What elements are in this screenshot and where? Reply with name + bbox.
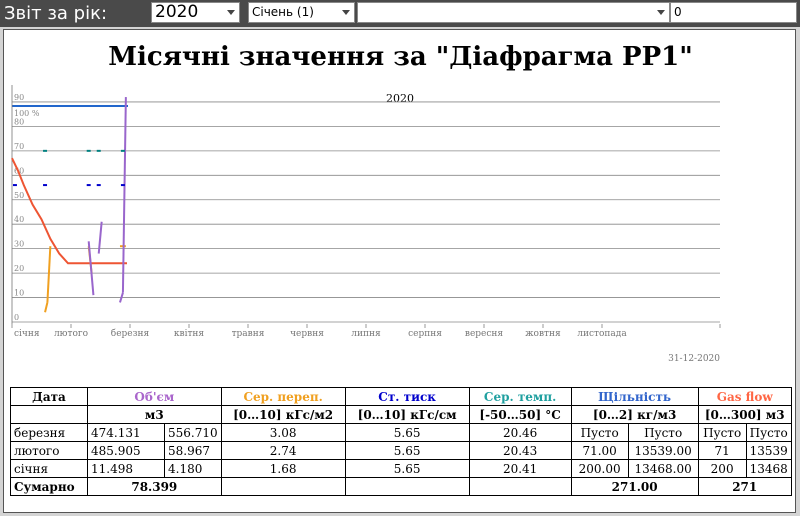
y-tick-label: 80 — [14, 117, 25, 127]
unit-date — [11, 406, 88, 424]
series-segment — [47, 246, 50, 302]
x-tick-label: квітня — [173, 329, 205, 339]
unit-static-pressure: [0…10] кГс/см — [345, 406, 469, 424]
chart-x-end-label: 31-12-2020 — [668, 354, 720, 364]
cell-density-b: 13468.00 — [628, 460, 698, 478]
x-tick-label: березня — [110, 329, 150, 339]
chevron-down-icon — [227, 10, 235, 15]
year-label: Звіт за рік: — [4, 3, 108, 24]
item-select[interactable] — [357, 2, 670, 23]
cell-temperature: 20.41 — [469, 460, 571, 478]
cell-volume-b: 556.710 — [165, 424, 222, 442]
cell-date: лютого — [11, 442, 88, 460]
cell-date: березня — [11, 424, 88, 442]
cell-density-b: 13539.00 — [628, 442, 698, 460]
x-tick-label: жовтня — [525, 329, 561, 339]
cell-density-a: 71.00 — [571, 442, 628, 460]
data-table — [10, 387, 792, 496]
cell-volume-b: 4.180 — [165, 460, 222, 478]
table-row — [11, 424, 792, 442]
table-totals-row — [11, 478, 792, 496]
y-tick-label: 40 — [14, 215, 25, 225]
table-header-row — [11, 388, 792, 406]
header-density: Щільність — [571, 388, 698, 406]
x-tick-label: лютого — [53, 329, 89, 339]
cell-static-pressure: 5.65 — [345, 442, 469, 460]
x-tick-label: січня — [14, 329, 40, 339]
unit-temperature: [-50…50] °С — [469, 406, 571, 424]
header-gasflow: Gas flow — [698, 388, 791, 406]
cell-diffpress: 3.08 — [221, 424, 345, 442]
cell-volume-a: 474.131 — [88, 424, 165, 442]
unit-diffpress: [0…10] кГс/м2 — [221, 406, 345, 424]
cell-gasflow-a: 71 — [698, 442, 746, 460]
y-tick-label: 0 — [14, 313, 20, 322]
chevron-down-icon — [342, 10, 350, 15]
totals-empty — [345, 478, 469, 496]
header-volume: Об'єм — [88, 388, 222, 406]
chart-series — [12, 97, 127, 312]
value-input[interactable]: 0 — [670, 2, 797, 23]
x-tick-label: травня — [231, 329, 265, 339]
cell-diffpress: 2.74 — [221, 442, 345, 460]
cell-diffpress: 1.68 — [221, 460, 345, 478]
cell-gasflow-a: 200 — [698, 460, 746, 478]
cell-density-a: Пусто — [571, 424, 628, 442]
cell-volume-a: 11.498 — [88, 460, 165, 478]
series-segment — [89, 241, 94, 295]
x-tick-label: листопада — [577, 329, 627, 339]
y-tick-label: 50 — [14, 190, 25, 200]
y-tick-label: 30 — [14, 239, 25, 249]
unit-volume: м3 — [88, 406, 222, 424]
chart-x-ticks — [12, 324, 720, 339]
header-static-pressure: Ст. тиск — [345, 388, 469, 406]
totals-gasflow: 271 — [698, 478, 791, 496]
unit-gasflow: [0…300] м3 — [698, 406, 791, 424]
y-tick-label: 90 — [14, 92, 25, 102]
y-tick-label: 70 — [14, 141, 25, 151]
chart-title: 2020 — [386, 92, 414, 105]
month-select[interactable] — [248, 2, 355, 23]
unit-density: [0…2] кг/м3 — [571, 406, 698, 424]
cell-static-pressure: 5.65 — [345, 424, 469, 442]
cell-temperature: 20.46 — [469, 424, 571, 442]
x-tick-label: липня — [351, 329, 381, 339]
cell-gasflow-b: 13468 — [746, 460, 791, 478]
y-tick-label: 60 — [14, 166, 25, 176]
series-segment — [45, 302, 47, 312]
cell-static-pressure: 5.65 — [345, 460, 469, 478]
cell-density-b: Пусто — [628, 424, 698, 442]
cell-temperature: 20.43 — [469, 442, 571, 460]
top-toolbar — [0, 0, 800, 27]
cell-volume-b: 58.967 — [165, 442, 222, 460]
table-row — [11, 442, 792, 460]
table-row — [11, 460, 792, 478]
totals-label: Сумарно — [11, 478, 88, 496]
x-tick-label: вересня — [464, 329, 504, 339]
chart-y-top-label: 100 % — [14, 109, 40, 118]
month-select-value: Січень (1) — [252, 5, 314, 19]
year-select-value: 2020 — [155, 2, 199, 22]
header-date: Дата — [11, 388, 88, 406]
cell-density-a: 200.00 — [571, 460, 628, 478]
y-tick-label: 20 — [14, 264, 25, 274]
chart-grid — [12, 85, 720, 326]
series-line — [12, 158, 127, 263]
series-segment — [120, 293, 123, 303]
y-tick-label: 10 — [14, 288, 25, 298]
cell-gasflow-b: 13539 — [746, 442, 791, 460]
cell-gasflow-a: Пусто — [698, 424, 746, 442]
totals-empty — [469, 478, 571, 496]
cell-date: січня — [11, 460, 88, 478]
chevron-down-icon — [657, 10, 665, 15]
header-temperature: Сер. темп. — [469, 388, 571, 406]
table-units-row — [11, 406, 792, 424]
x-tick-label: серпня — [408, 329, 442, 339]
report-panel — [3, 29, 796, 513]
header-diffpress: Сер. переп. — [221, 388, 345, 406]
x-tick-label: червня — [290, 329, 324, 339]
totals-volume: 78.399 — [88, 478, 222, 496]
monthly-chart — [4, 85, 796, 365]
cell-volume-a: 485.905 — [88, 442, 165, 460]
page-title: Місячні значення за "Діафрагма РР1" — [108, 42, 693, 72]
year-select[interactable] — [151, 2, 240, 23]
cell-gasflow-b: Пусто — [746, 424, 791, 442]
totals-density: 271.00 — [571, 478, 698, 496]
totals-empty — [221, 478, 345, 496]
